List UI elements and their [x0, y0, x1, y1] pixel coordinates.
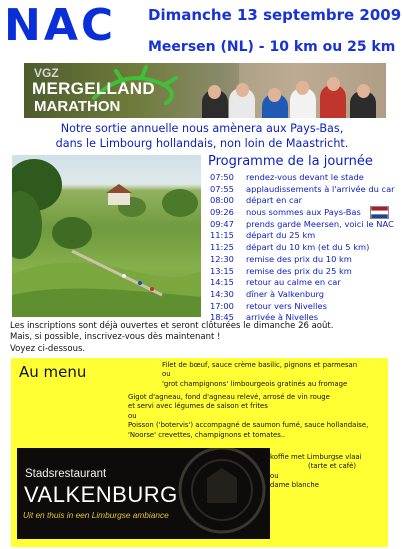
registration-line-2: Mais, si possible, inscrivez-vous dès maintenant ! [10, 332, 221, 343]
runner-head [268, 88, 281, 102]
programme-desc: retour au calme en car [246, 277, 341, 288]
menu-main-2b: 'Noorse' crevettes, champignons et tomates.. [128, 430, 286, 439]
menu-or: ou [162, 370, 171, 379]
menu-or: ou [270, 471, 279, 480]
programme-desc: dîner à Valkenburg [246, 288, 325, 299]
restaurant-photo [17, 448, 270, 539]
registration-line-3: Voyez ci-dessous. [10, 343, 86, 354]
runner-head [208, 85, 221, 99]
programme-list [210, 172, 400, 324]
runner-head [296, 81, 309, 95]
menu-desserts [270, 453, 390, 491]
intro-line-2: dans le Limbourg hollandais, non loin de Maastricht. [55, 137, 349, 150]
runner-head [327, 77, 340, 91]
event-date: Dimanche 13 septembre 2009 [148, 6, 402, 24]
banner-line-3: MARATHON [34, 98, 121, 115]
marathon-banner [24, 63, 386, 118]
programme-time: 14:15 [210, 277, 234, 288]
programme-row [210, 219, 400, 231]
programme-time: 12:30 [210, 253, 234, 264]
menu-main-2a: Poisson ('botervis') accompagné de saumon fumé, sauce hollandaise, [128, 421, 369, 430]
programme-desc: arrivée à Nivelles [246, 312, 319, 323]
programme-time: 07:50 [210, 172, 234, 182]
programme-time: 13:15 [210, 265, 234, 276]
programme-desc: départ en car [246, 195, 303, 206]
programme-row [210, 266, 400, 278]
menu-main-1b: et servi avec légumes de saison et frites [128, 402, 268, 411]
nac-logo: NAC [4, 0, 117, 51]
restaurant-name-2: VALKENBURG [24, 482, 178, 507]
menu-dessert-1: koffie met Limburgse vlaai [270, 453, 362, 461]
menu-dessert-2: dame blanche [270, 481, 320, 490]
landscape-illustration [12, 155, 201, 317]
banner-line-2: MERGELLAND [32, 79, 155, 98]
programme-time: 11:25 [210, 242, 234, 253]
programme-row [210, 277, 400, 289]
programme-title: Programme de la journée [208, 154, 373, 169]
programme-desc: remise des prix du 25 km [246, 265, 352, 276]
programme-row [210, 242, 400, 254]
programme-row [210, 172, 400, 184]
programme-desc: prends garde Meersen, voici le NAC [246, 218, 394, 229]
menu-starter-2: 'grot champignons' limbourgeois gratinés au fromage [162, 379, 348, 388]
registration-note [10, 321, 395, 355]
menu-title: Au menu [19, 363, 87, 381]
programme-time: 09:26 [210, 207, 234, 218]
programme-time: 18:45 [210, 312, 234, 323]
registration-line-1: Les inscriptions sont déjà ouvertes et seront clôturées le dimanche 26 août. [10, 321, 334, 331]
programme-row [210, 207, 400, 219]
programme-desc: rendez-vous devant le stade [246, 172, 364, 182]
menu-dessert-1b: (tarte et café) [308, 462, 357, 471]
programme-time: 08:00 [210, 195, 234, 206]
programme-time: 11:15 [210, 230, 234, 241]
programme-desc: départ du 10 km (et du 5 km) [246, 242, 370, 253]
dutch-flag-icon [370, 206, 389, 219]
menu-starters [162, 361, 392, 389]
programme-desc: départ du 25 km [246, 230, 316, 241]
intro-line-1: Notre sortie annuelle nous amènera aux Pays-Bas, [60, 122, 344, 135]
programme-row [210, 184, 400, 196]
programme-row [210, 230, 400, 242]
menu-or: ou [128, 411, 137, 420]
programme-row [210, 254, 400, 266]
menu-starter-1: Filet de bœuf, sauce crème basilic, pignons et parmesan [162, 361, 358, 369]
event-location: Meersen (NL) - 10 km ou 25 km [148, 39, 396, 55]
restaurant-name-1: Stadsrestaurant [25, 468, 107, 480]
programme-time: 14:30 [210, 288, 234, 299]
programme-row [210, 289, 400, 301]
programme-desc: remise des prix du 10 km [246, 253, 352, 264]
programme-desc: nous sommes aux Pays-Bas [246, 207, 361, 218]
intro-text [26, 121, 378, 151]
menu-mains [128, 393, 390, 440]
banner-line-1: VGZ [34, 66, 59, 80]
menu-main-1a: Gigot d'agneau, fond d'agneau relevé, arrosé de vin rouge [128, 393, 330, 401]
landscape-photo [12, 155, 201, 317]
runner-head [357, 84, 370, 98]
restaurant-tagline: Uit en thuis in een Limburgse ambiance [23, 510, 169, 520]
programme-desc: applaudissements à l'arrivée du car [246, 183, 395, 194]
programme-time: 09:47 [210, 218, 234, 229]
programme-time: 07:55 [210, 183, 234, 194]
programme-time: 17:00 [210, 300, 234, 311]
runner-head [236, 83, 249, 97]
programme-row [210, 301, 400, 313]
programme-desc: retour vers Nivelles [246, 300, 327, 311]
